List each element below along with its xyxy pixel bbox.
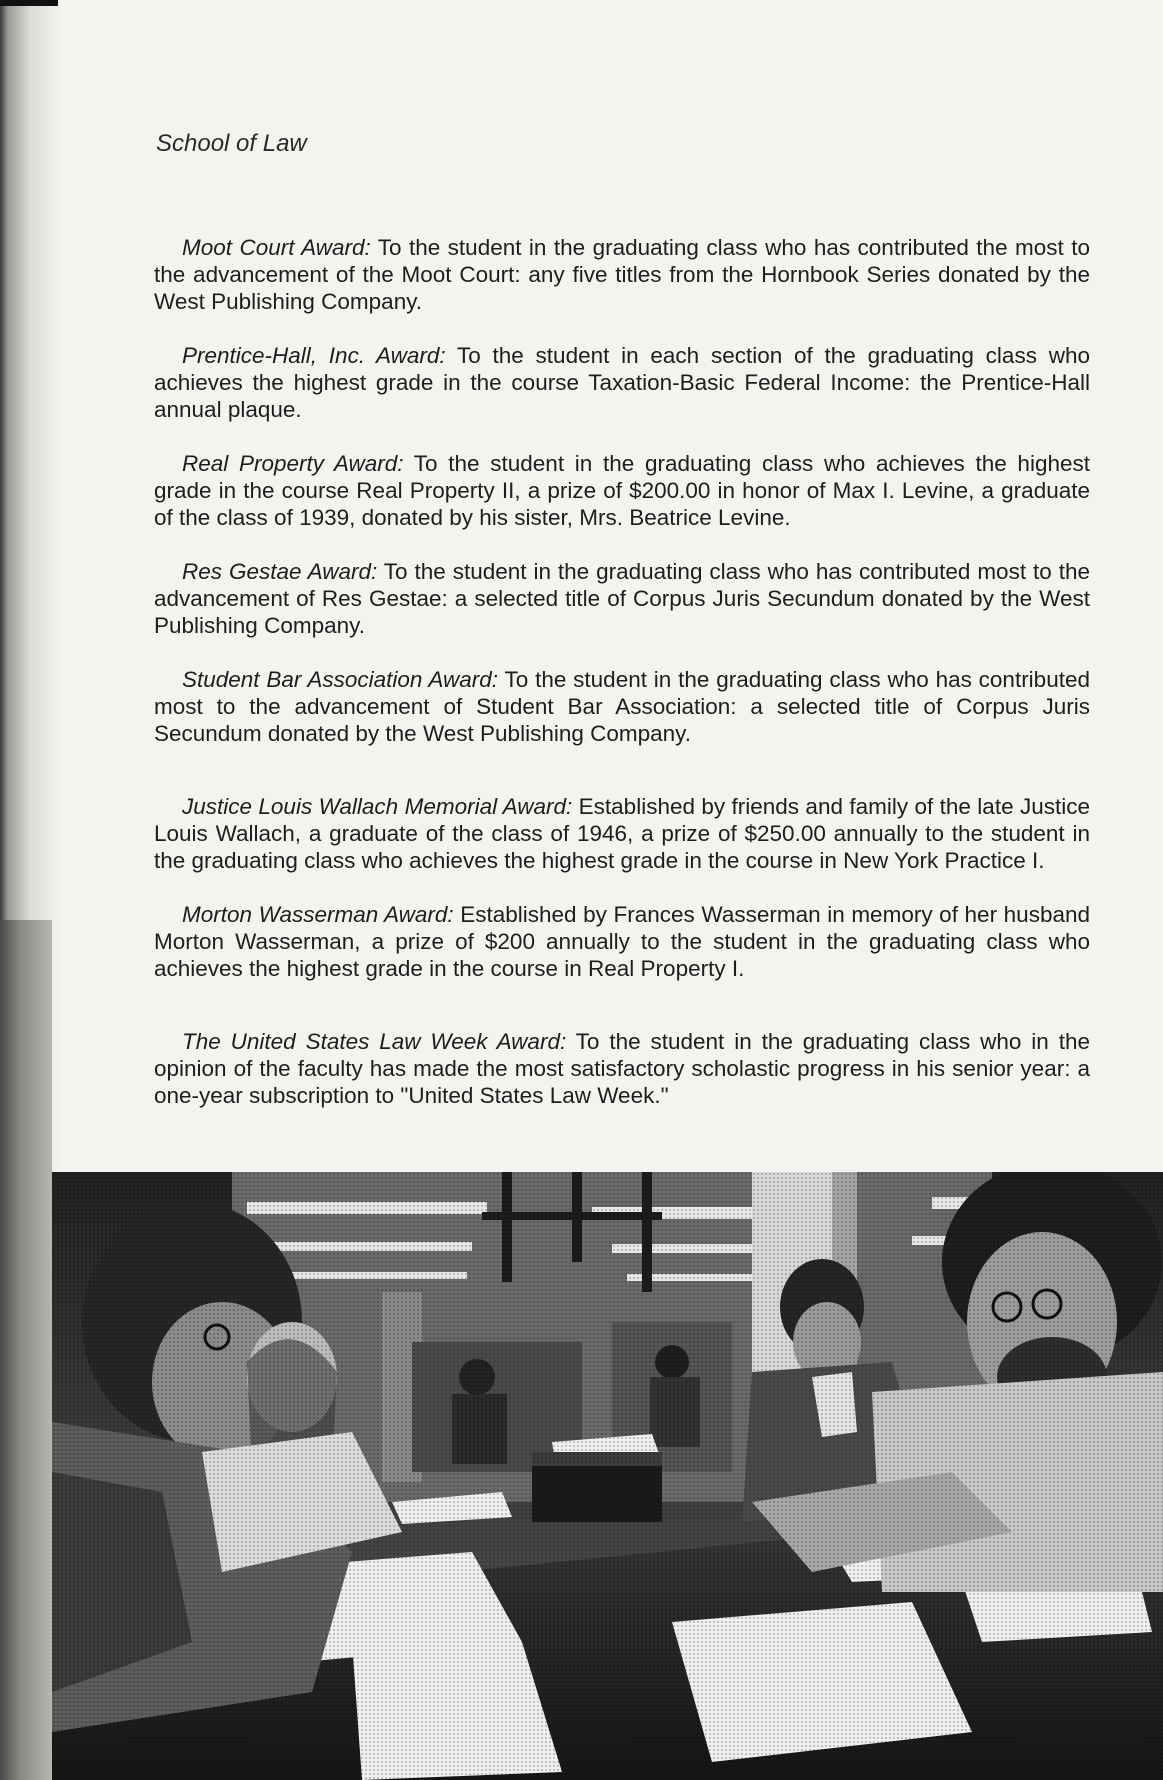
award-text: To the student in the graduating class who achieves the highest grade in the course Real Property II, a prize of $200.00 in honor of Max I. Levine, a graduate of the class of 1939, donated by his sister, Mrs. Beatrice Levine. bbox=[154, 451, 1090, 530]
award-text: To the student in the graduating class who has contributed the most to the advancement of the Moot Court: any five titles from the Hornbook Series donated by the West Publishing Company. bbox=[154, 235, 1090, 314]
award-text: To the student in the graduating class who in the opinion of the faculty has made the most satisfactory scholastic progress in his senior year: a one-year subscription to "United States Law Week." bbox=[154, 1029, 1090, 1108]
award-student-bar bbox=[154, 666, 1090, 747]
award-name: Student Bar Association Award: bbox=[182, 667, 499, 692]
award-name: Real Property Award: bbox=[182, 451, 404, 476]
library-study-photo bbox=[52, 1172, 1163, 1780]
award-text: Established by friends and family of the late Justice Louis Wallach, a graduate of the class of 1946, a prize of $250.00 annually to the student in the graduating class who achieves the highest grade in the course in New York Practice I. bbox=[154, 794, 1090, 873]
running-head: School of Law bbox=[156, 130, 307, 157]
binding-mark bbox=[0, 0, 58, 6]
award-res-gestae bbox=[154, 558, 1090, 639]
award-wasserman bbox=[154, 901, 1090, 982]
award-text: Established by Frances Wasserman in memory of her husband Morton Wasserman, a prize of $200 annually to the student in the graduating class who achieves the highest grade in the course in Real Property I. bbox=[154, 902, 1090, 981]
award-name: Morton Wasserman Award: bbox=[182, 902, 454, 927]
award-real-property bbox=[154, 450, 1090, 531]
award-name: Res Gestae Award: bbox=[182, 559, 378, 584]
award-name: Prentice-Hall, Inc. Award: bbox=[182, 343, 446, 368]
award-text: To the student in each section of the graduating class who achieves the highest grade in the course Taxation-Basic Federal Income: the Prentice-Hall annual plaque. bbox=[154, 343, 1090, 422]
award-wallach bbox=[154, 793, 1090, 874]
photo-illustration bbox=[52, 1172, 1163, 1780]
award-name: The United States Law Week Award: bbox=[182, 1029, 567, 1054]
award-name: Moot Court Award: bbox=[182, 235, 371, 260]
award-text: To the student in the graduating class who has contributed most to the advancement of Res Gestae: a selected title of Corpus Juris Secundum donated by the West Publishing Company. bbox=[154, 559, 1090, 638]
award-text: To the student in the graduating class who has contributed most to the advancement of Student Bar Association: a selected title of Corpus Juris Secundum donated by the West Publishing Company. bbox=[154, 667, 1090, 746]
award-name: Justice Louis Wallach Memorial Award: bbox=[182, 794, 573, 819]
awards-list bbox=[154, 234, 1090, 1109]
award-moot-court bbox=[154, 234, 1090, 315]
facing-page-edge bbox=[0, 920, 52, 1780]
award-law-week bbox=[154, 1028, 1090, 1109]
award-prentice-hall bbox=[154, 342, 1090, 423]
